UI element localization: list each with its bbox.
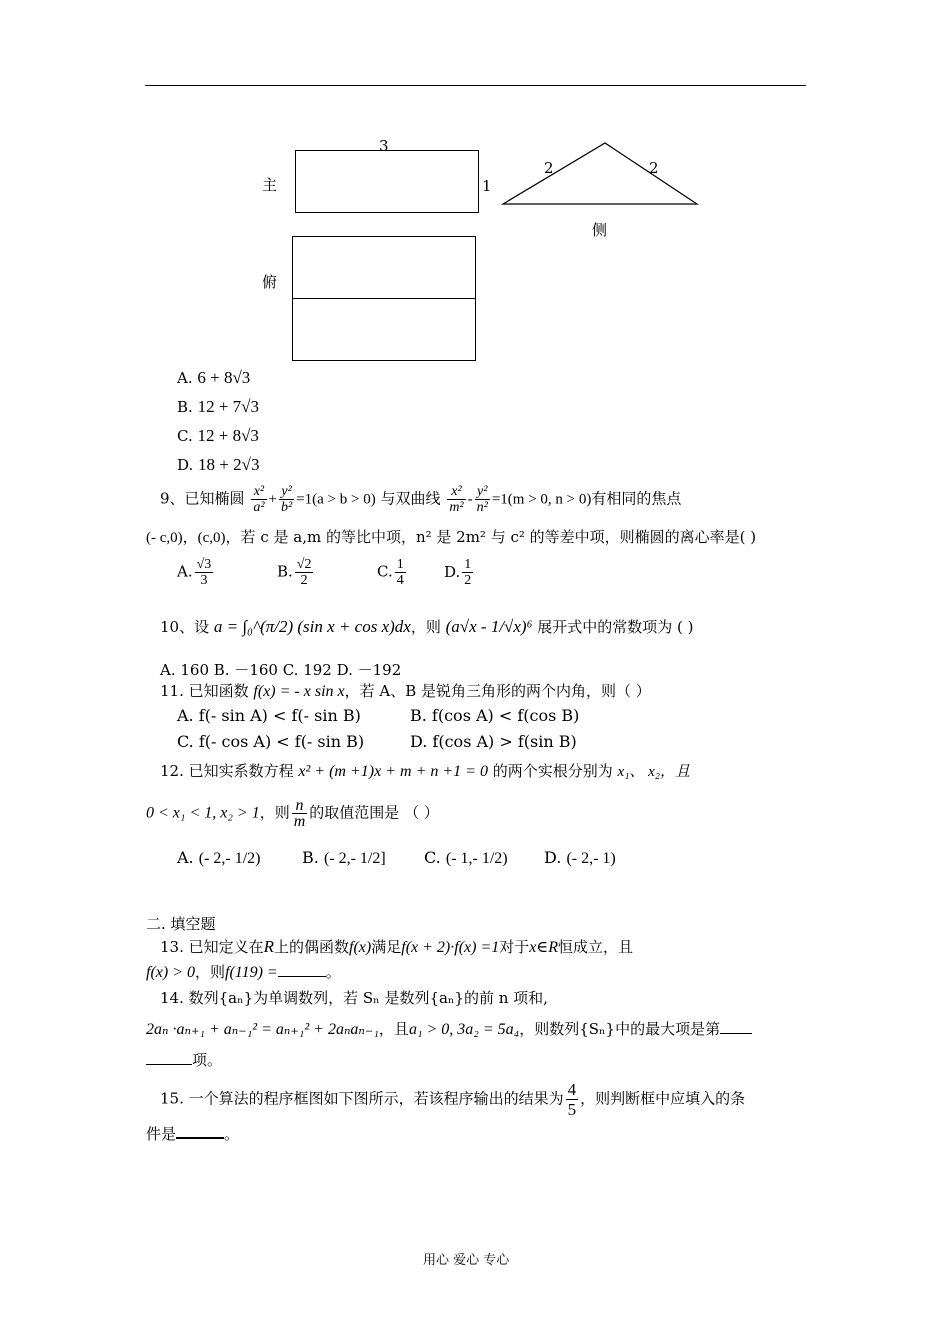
q15-answer-blank[interactable] bbox=[176, 1137, 224, 1139]
section-title-fill-in: 二. 填空题 bbox=[146, 915, 216, 933]
q15-line2: 件是 。 bbox=[146, 1125, 240, 1143]
q8-option-c: C. 12 + 8√3 bbox=[177, 426, 259, 445]
q10-line: 10、设 a = ∫₀^(π/2) (sin x + cos x)dx，则 (a√x - 1/√x)⁶ 展开式中的常数项为 ( ) bbox=[160, 617, 694, 636]
q9-line1: 9、已知椭圆 $\frac{\text{x²}}{\text{a²}}$ + $\frac{\text{y²}}{\text{b²}}$ =1(a > b > 0) 与双曲线 $\frac{\text{x²}}{\text{m²}}$ - $\frac{\text{y²}}{\text{n²}}$ =1(m > 0, n > 0)有相同的焦点 bbox=[160, 484, 682, 515]
front-view-label: 主 bbox=[262, 176, 278, 194]
q13-line1: 13. 已知定义在R上的偶函数f(x)满足f(x + 2)·f(x) =1对于x∈R恒成立，且 bbox=[160, 937, 633, 956]
side-right-label: 2 bbox=[649, 159, 659, 177]
q8-option-a: A. 6 + 8√3 bbox=[177, 368, 251, 387]
top-view-divider bbox=[292, 298, 476, 299]
front-width-label: 3 bbox=[379, 137, 389, 155]
front-height-label: 1 bbox=[482, 177, 492, 195]
q12-line2: 0 < x₁ < 1, x₂ > 1，则 $\frac{n}{m}$ 的取值范围是 （ ） bbox=[146, 797, 439, 830]
top-view-label: 俯 bbox=[262, 273, 278, 291]
q14-line3: 项。 bbox=[146, 1050, 222, 1070]
q10-options: A. 160 B. －160 C. 192 D. －192 bbox=[160, 661, 402, 679]
q8-option-b: B. 12 + 7√3 bbox=[177, 397, 259, 416]
q9-line2: (- c,0)，(c,0)，若 c 是 a,m 的等比中项，n² 是 2m² 与 c² 的等差中项，则椭圆的离心率是( ) bbox=[146, 528, 757, 546]
q14-answer-blank-cont[interactable] bbox=[146, 1064, 192, 1065]
front-view-rect bbox=[295, 150, 479, 213]
header-rule bbox=[145, 85, 806, 86]
side-view-triangle bbox=[500, 140, 700, 208]
q8-option-d: D. 18 + 2√3 bbox=[177, 455, 260, 474]
q14-line1: 14. 数列{aₙ}为单调数列，若 Sₙ 是数列{aₙ}的前 n 项和, bbox=[160, 989, 548, 1007]
side-view-label: 侧 bbox=[592, 221, 608, 239]
q11-option-b: B. f(cos A) < f(cos B) bbox=[410, 706, 580, 725]
q11-option-d: D. f(cos A) > f(sin B) bbox=[410, 732, 577, 751]
q12-line1: 12. 已知实系数方程 x² + (m +1)x + m + n +1 = 0 的两个实根分别为 x₁、 x₂，且 bbox=[160, 762, 691, 780]
q11-option-c: C. f(- cos A) < f(- sin B) bbox=[177, 732, 365, 751]
side-left-label: 2 bbox=[544, 159, 554, 177]
q14-line2: 2aₙ ·aₙ₊₁ + aₙ₋₁² = aₙ₊₁² + 2aₙaₙ₋₁，且a₁ > 0, 3a₂ = 5a₄，则数列{Sₙ}中的最大项是第 bbox=[146, 1019, 752, 1040]
q13-answer-blank[interactable] bbox=[278, 976, 326, 977]
q9-options: A. $\frac{√3}{3}$ B. $\frac{√2}{2}$ C. $\frac{1}{4}$ D. $\frac{1}{2}$ bbox=[177, 557, 472, 588]
q12-options: A. (- 2,- 1/2) B. (- 2,- 1/2] C. (- 1,- 1/2) D. (- 2,- 1) bbox=[177, 848, 616, 867]
q15-line1: 15. 一个算法的程序框图如下图所示，若该程序输出的结果为 $\frac{4}{5}$ ，则判断框中应填入的条 bbox=[160, 1080, 746, 1119]
q11-option-a: A. f(- sin A) < f(- sin B) bbox=[177, 706, 361, 725]
q14-answer-blank[interactable] bbox=[720, 1033, 752, 1034]
q11-stem: 11. 已知函数 f(x) = - x sin x，若 A、B 是锐角三角形的两个内角，则（ ） bbox=[160, 682, 651, 700]
page-footer: 用心 爱心 专心 bbox=[423, 1253, 510, 1268]
q13-line2: f(x) > 0，则f(119) = 。 bbox=[146, 963, 341, 981]
